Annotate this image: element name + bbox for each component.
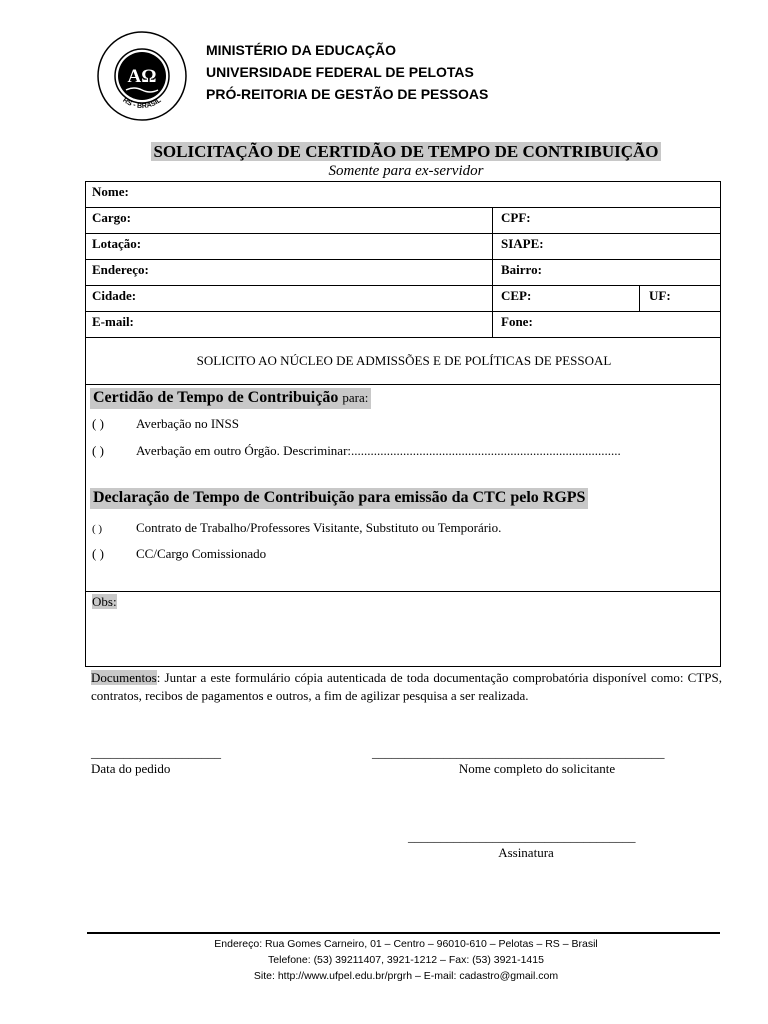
header-pro-rectory: PRÓ-REITORIA DE GESTÃO DE PESSOAS (206, 86, 489, 102)
field-siape[interactable]: SIAPE: (501, 236, 544, 251)
column-divider (492, 207, 493, 337)
row-divider (86, 384, 720, 385)
signature-label: Assinatura (498, 845, 554, 860)
footer-site-email: Site: http://www.ufpel.edu.br/prgrh – E-mail: cadastro@gmail.com (253, 970, 559, 982)
row-divider (86, 337, 720, 338)
checkbox-mark: ( ) (92, 523, 103, 535)
row-divider (86, 311, 720, 312)
seal-text-top (96, 30, 188, 32)
row-divider (86, 207, 720, 208)
option-label: Averbação em outro Órgão. Descriminar:................................................................................... (136, 443, 621, 458)
header-university: UNIVERSIDADE FEDERAL DE PELOTAS (206, 64, 474, 80)
footer-phone: Telefone: (53) 39211407, 3921-1212 – Fax: (53) 3921-1415 (268, 954, 544, 966)
university-seal-icon (96, 30, 188, 122)
row-divider (86, 259, 720, 260)
option-label: Averbação no INSS (136, 416, 240, 431)
svg-text:AΩ: AΩ (127, 66, 157, 87)
footer-divider (87, 932, 720, 934)
name-label: Nome completo do solicitante (458, 761, 616, 776)
field-uf[interactable]: UF: (649, 288, 671, 303)
documents-note (91, 669, 722, 705)
field-bairro[interactable]: Bairro: (501, 262, 542, 277)
option-label: CC/Cargo Comissionado (136, 546, 267, 561)
checkbox-contrato-trabalho[interactable] (92, 520, 501, 537)
field-cidade[interactable]: Cidade: (92, 288, 137, 303)
header-ministry: MINISTÉRIO DA EDUCAÇÃO (206, 42, 397, 58)
field-nome[interactable]: Nome: (92, 184, 129, 199)
checkbox-mark: ( ) (92, 546, 104, 561)
section-certidao-suffix: para: (342, 390, 369, 405)
option-label: Contrato de Trabalho/Professores Visitante, Substituto ou Temporário. (136, 520, 502, 535)
request-statement: SOLICITO AO NÚCLEO DE ADMISSÕES E DE POLÍTICAS DE PESSOAL (196, 353, 612, 368)
field-lotacao[interactable]: Lotação: (92, 236, 142, 251)
field-cargo[interactable]: Cargo: (92, 210, 131, 225)
name-signature-line: _____________________________________________ (372, 745, 665, 760)
form-subtitle: Somente para ex-servidor (328, 163, 484, 179)
date-label: Data do pedido (91, 761, 171, 776)
request-form (85, 181, 721, 667)
field-cep[interactable]: CEP: (501, 288, 532, 303)
seal-text-bottom: RS - BRASIL (121, 96, 163, 111)
row-divider (86, 233, 720, 234)
section-certidao-title: Certidão de Tempo de Contribuição (93, 389, 339, 406)
field-fone[interactable]: Fone: (501, 314, 533, 329)
row-divider (86, 591, 720, 592)
signature-line: ___________________________________ (408, 829, 636, 844)
obs-label[interactable]: Obs: (92, 594, 117, 609)
section-declaracao-heading: Declaração de Tempo de Contribuição para emissão da CTC pelo RGPS (90, 488, 588, 509)
documents-text: : Juntar a este formulário cópia autenticada de toda documentação comprobatória disponível como: CTPS, contratos, recibos de pagamentos e outros, a fim de agilizar pesquisa a ser realizada. (91, 670, 722, 703)
form-title-wrapper (0, 142, 768, 162)
checkbox-cargo-comissionado[interactable] (92, 546, 266, 561)
checkbox-averbacao-inss[interactable] (92, 416, 239, 431)
checkbox-mark: ( ) (92, 443, 104, 458)
checkbox-averbacao-outro-orgao[interactable] (92, 443, 621, 458)
field-endereco[interactable]: Endereço: (92, 262, 149, 277)
section-certidao-heading (90, 388, 371, 409)
form-title: SOLICITAÇÃO DE CERTIDÃO DE TEMPO DE CONTRIBUIÇÃO (153, 142, 659, 161)
row-divider (86, 285, 720, 286)
checkbox-mark: ( ) (92, 416, 104, 431)
documents-label: Documentos (91, 670, 157, 685)
footer-address: Endereço: Rua Gomes Carneiro, 01 – Centro – 96010-610 – Pelotas – RS – Brasil (214, 938, 598, 950)
field-cpf[interactable]: CPF: (501, 210, 531, 225)
date-signature-line: ____________________ (91, 745, 221, 760)
field-email[interactable]: E-mail: (92, 314, 134, 329)
column-divider (639, 285, 640, 311)
